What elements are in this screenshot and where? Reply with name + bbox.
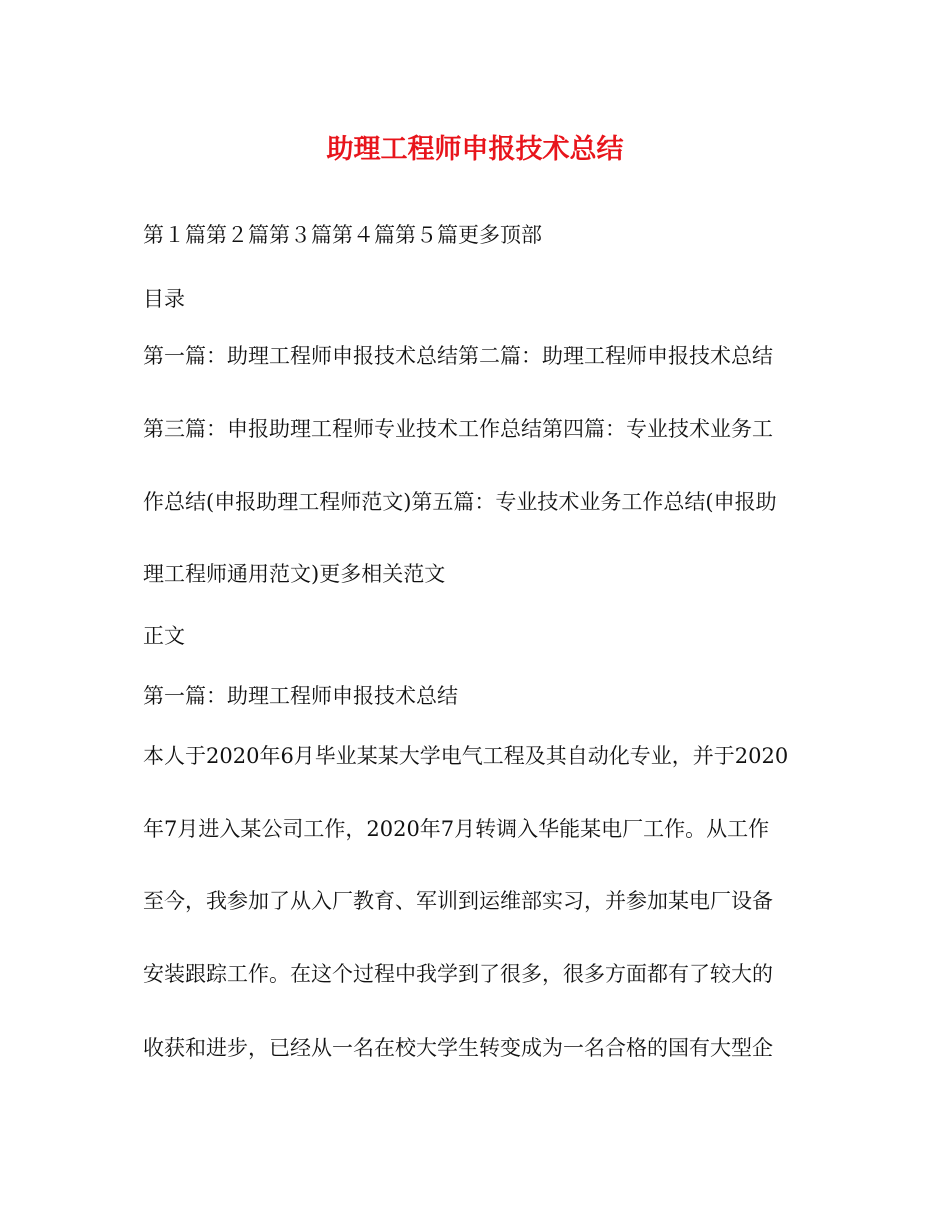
document-title: 助理工程师申报技术总结	[326, 134, 624, 165]
body-heading: 正文	[143, 624, 185, 648]
nav-links-line: 第１篇第２篇第３篇第４篇第５篇更多顶部	[143, 223, 542, 247]
section-heading: 第一篇：助理工程师申报技术总结	[143, 684, 458, 708]
toc-line: 作总结(申报助理工程师范文)第五篇：专业技术业务工作总结(申报助	[143, 490, 777, 514]
paragraph-line: 本人于2020年6月毕业某某大学电气工程及其自动化专业，并于2020	[143, 744, 789, 768]
toc-line: 第一篇：助理工程师申报技术总结第二篇：助理工程师申报技术总结	[143, 344, 773, 368]
paragraph-line: 至今，我参加了从入厂教育、军训到运维部实习，并参加某电厂设备	[143, 889, 773, 913]
toc-heading: 目录	[143, 287, 185, 311]
paragraph-line: 收获和进步，已经从一名在校大学生转变成为一名合格的国有大型企	[143, 1036, 773, 1060]
toc-line: 理工程师通用范文)更多相关范文	[143, 562, 446, 586]
paragraph-line: 安装跟踪工作。在这个过程中我学到了很多，很多方面都有了较大的	[143, 962, 773, 986]
paragraph-line: 年7月进入某公司工作，2020年7月转调入华能某电厂工作。从工作	[143, 817, 770, 841]
toc-line: 第三篇：申报助理工程师专业技术工作总结第四篇：专业技术业务工	[143, 417, 773, 441]
